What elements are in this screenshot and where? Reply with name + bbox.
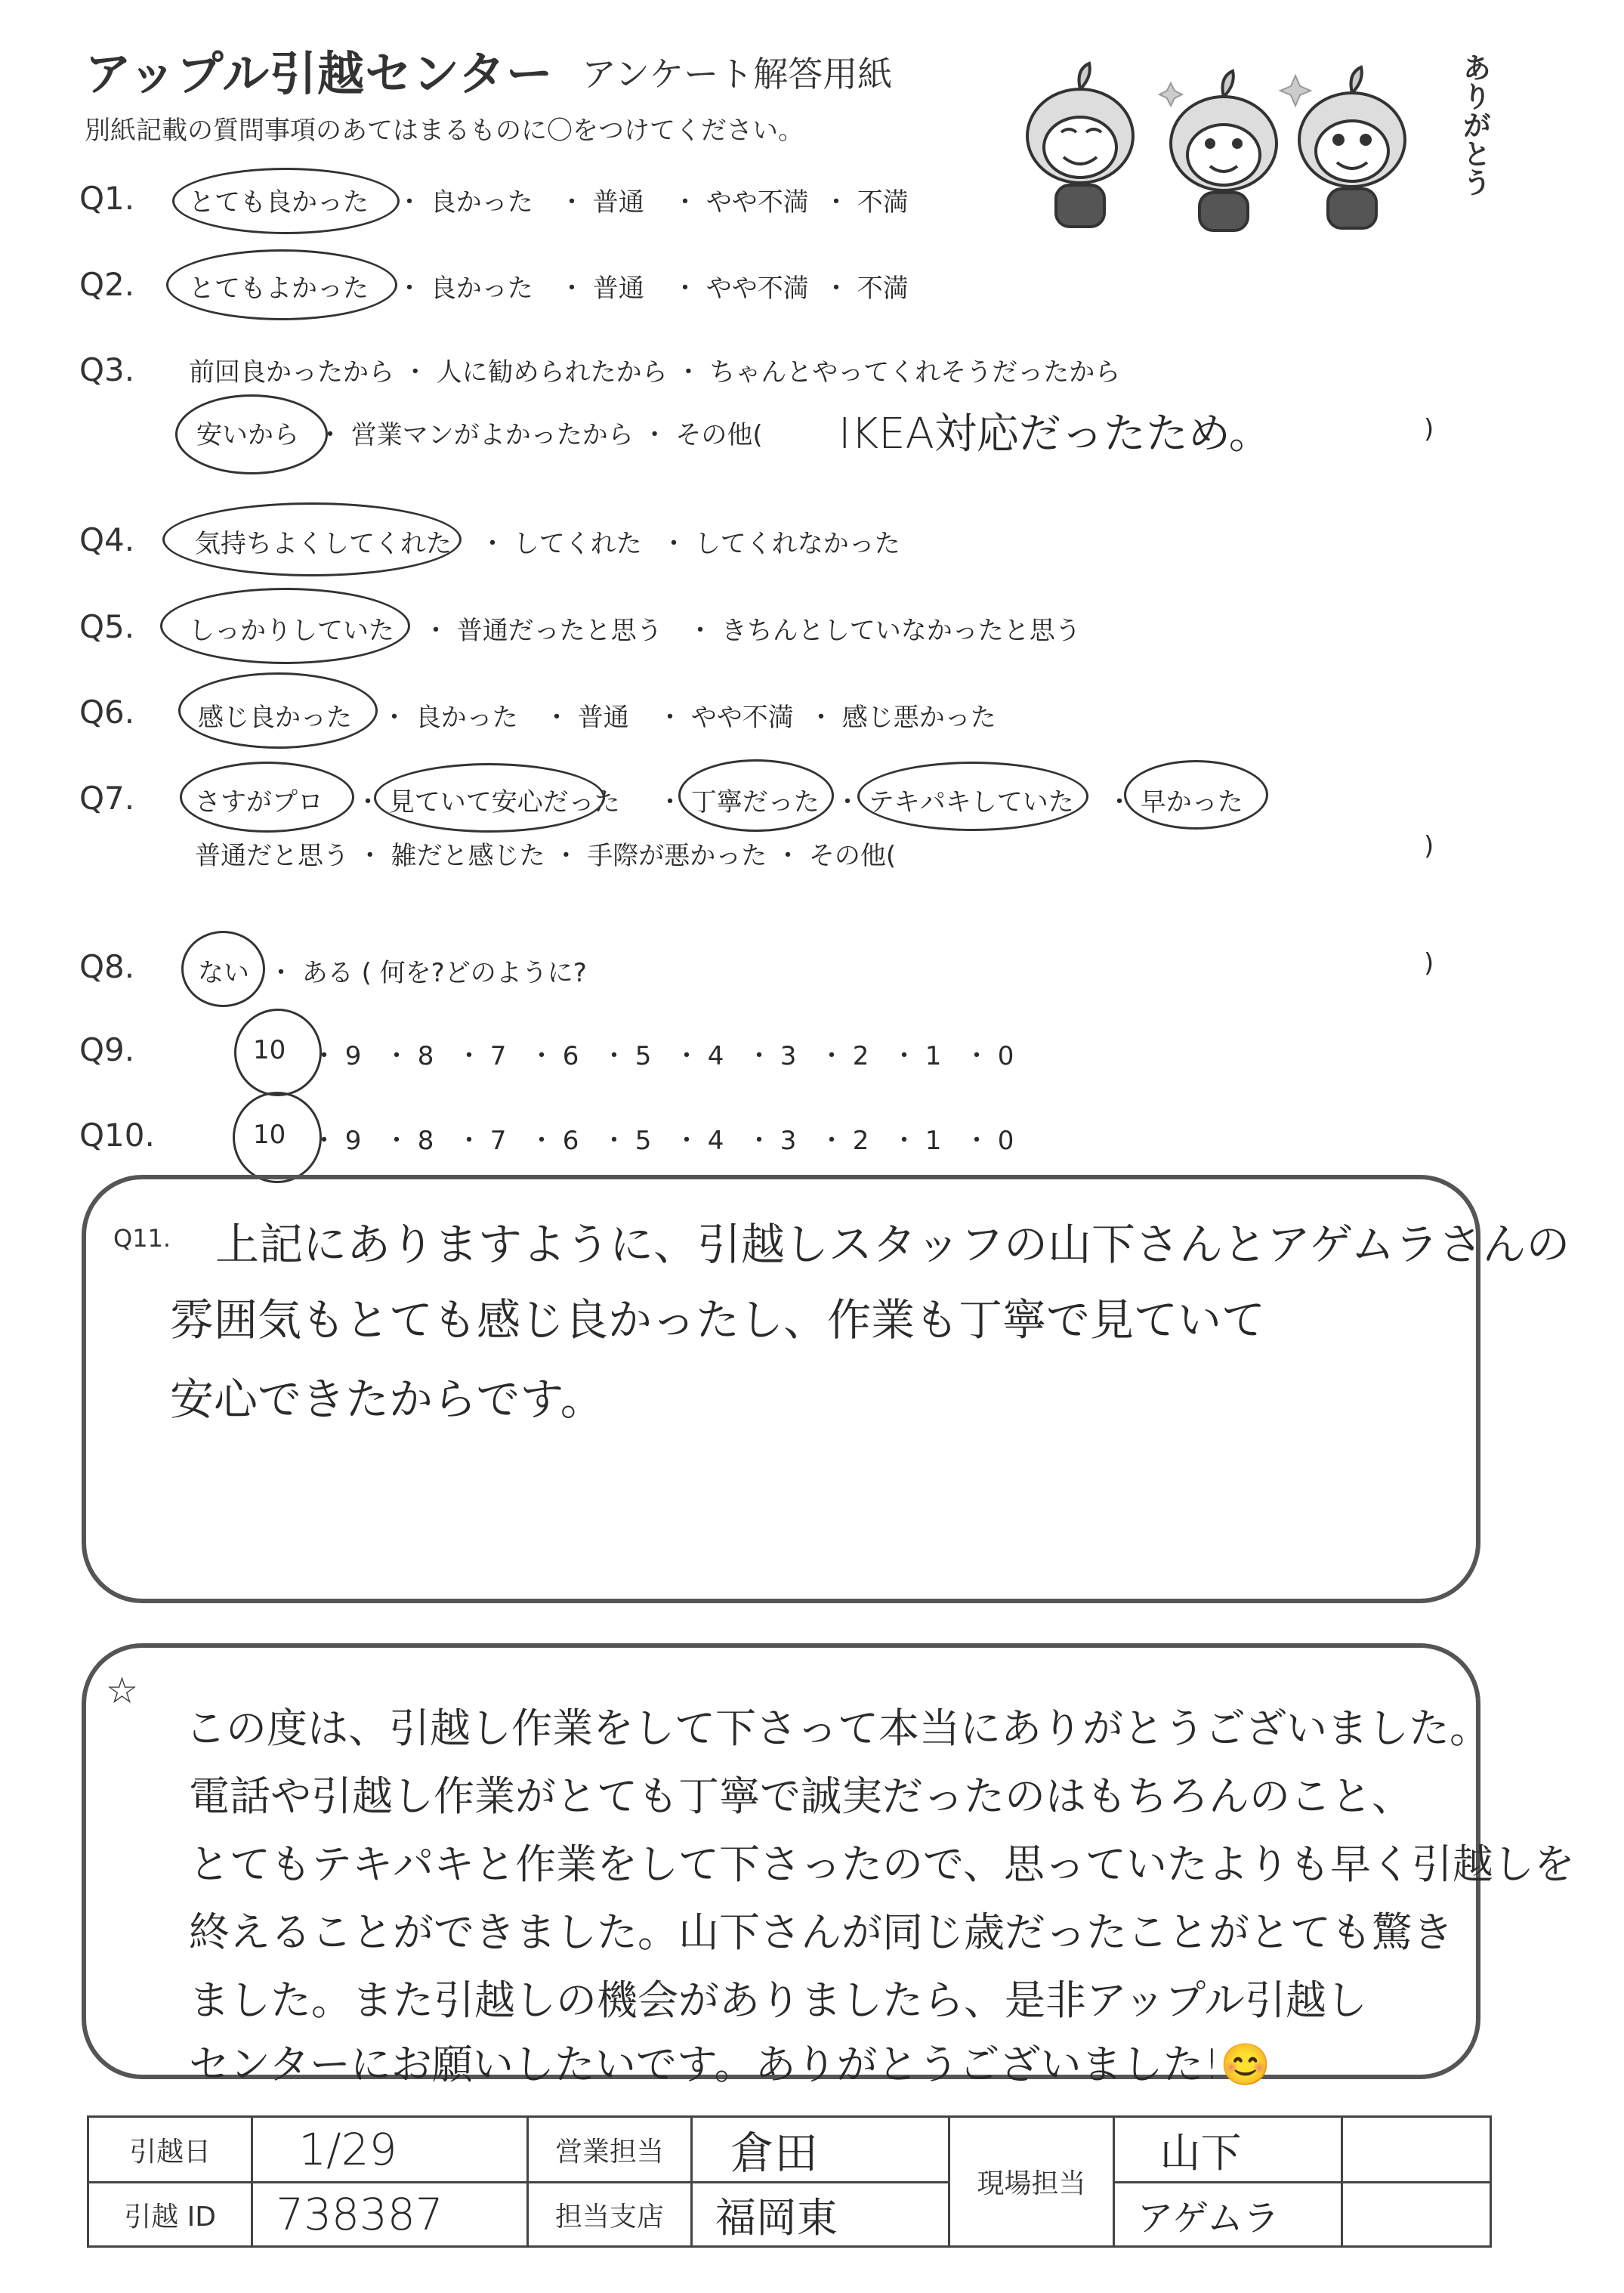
q11-line-3: 安心できたからです。 xyxy=(170,1374,604,1425)
q5-number: Q5. xyxy=(79,608,135,645)
q11-number: Q11. xyxy=(113,1224,171,1253)
q3-number: Q3. xyxy=(79,351,135,388)
sales-value[interactable]: 倉田 xyxy=(691,2117,949,2183)
q4-number: Q4. xyxy=(79,521,135,558)
q10-score-7[interactable]: ・ 7 xyxy=(456,1126,507,1156)
q4-option-very-pleasant[interactable]: 気持ちよくしてくれた xyxy=(195,529,452,559)
q10-score-2[interactable]: ・ 2 xyxy=(819,1126,869,1156)
q6-option-slightly-dissatisfied[interactable]: ・ やや不満 xyxy=(657,703,794,733)
q10-score-0[interactable]: ・ 0 xyxy=(964,1126,1014,1156)
field-staff-1[interactable]: 山下 xyxy=(1113,2117,1342,2183)
q9-score-7[interactable]: ・ 7 xyxy=(456,1041,507,1071)
q7-options-line2[interactable]: 普通だと思う ・ 雑だと感じた ・ 手際が悪かった ・ その他( xyxy=(195,841,897,871)
q6-option-unpleasant[interactable]: ・ 感じ悪かった xyxy=(808,703,996,733)
q9-score-8[interactable]: ・ 8 xyxy=(384,1041,434,1071)
q2-option-slightly-dissatisfied[interactable]: ・ やや不満 xyxy=(672,273,809,304)
q1-number: Q1. xyxy=(79,180,135,217)
q1-option-very-good[interactable]: とても良かった xyxy=(189,187,369,218)
mascot-illustration xyxy=(997,45,1450,242)
field-staff-2[interactable]: アゲムラ xyxy=(1113,2183,1342,2247)
q2-option-normal[interactable]: ・ 普通 xyxy=(559,273,644,304)
q8-option-none[interactable]: ない xyxy=(198,958,249,988)
comment-line-4: 終えることができました。山下さんが同じ歳だったことがとても驚き xyxy=(189,1908,1453,1956)
q10-number: Q10. xyxy=(79,1117,155,1154)
instruction-text: 別紙記載の質問事項のあてはまるものに〇をつけてください。 xyxy=(85,116,804,146)
q10-score-5[interactable]: ・ 5 xyxy=(601,1126,652,1156)
info-table xyxy=(87,2115,1492,2248)
q3-options-line2[interactable]: ・ 営業マンがよかったから ・ その他( xyxy=(317,420,763,450)
q8-number: Q8. xyxy=(79,948,135,985)
q3-other-answer: IKEA対応だったため。 xyxy=(838,409,1271,459)
q9-number: Q9. xyxy=(79,1031,135,1068)
move-id-label: 引越 ID xyxy=(88,2183,252,2247)
q1-option-dissatisfied[interactable]: ・ 不満 xyxy=(823,187,909,218)
q3-options-line1[interactable]: 前回良かったから ・ 人に勧められたから ・ ちゃんとやってくれそうだったから xyxy=(189,357,1121,388)
q1-option-normal[interactable]: ・ 普通 xyxy=(559,187,644,218)
q2-option-good[interactable]: ・ 良かった xyxy=(397,273,533,304)
comment-line-6: センターにお願いしたいです。ありがとうございました!😊 xyxy=(189,2041,1271,2088)
q9-score-6[interactable]: ・ 6 xyxy=(529,1041,579,1071)
q2-number: Q2. xyxy=(79,266,135,303)
comment-line-1: この度は、引越し作業をして下さって本当にありがとうございました。 xyxy=(185,1704,1490,1752)
field-extra-2[interactable] xyxy=(1342,2183,1491,2247)
q7-option-fast[interactable]: ・ 早かった xyxy=(1107,787,1243,817)
branch-label: 担当支店 xyxy=(527,2183,691,2247)
q7-option-reassuring[interactable]: ・ 見ていて安心だった xyxy=(355,787,620,817)
q3-option-cheap[interactable]: 安いから xyxy=(196,420,299,450)
q5-option-not-proper[interactable]: ・ きちんとしていなかったと思う xyxy=(687,616,1081,646)
q10-score-9[interactable]: ・ 9 xyxy=(311,1126,362,1156)
move-date-label: 引越日 xyxy=(88,2117,252,2183)
comment-line-5: ました。また引越しの機会がありましたら、是非アップル引越し xyxy=(189,1976,1368,2024)
q1-option-slightly-dissatisfied[interactable]: ・ やや不満 xyxy=(672,187,809,218)
q1-option-good[interactable]: ・ 良かった xyxy=(397,187,533,218)
q11-line-1: 上記にありますように、引越しスタッフの山下さんとアゲムラさんの xyxy=(215,1219,1570,1270)
q6-option-good[interactable]: ・ 良かった xyxy=(381,703,518,733)
form-title: アップル引越センター xyxy=(85,46,554,101)
q9-score-10[interactable]: 10 xyxy=(253,1035,286,1065)
q8-option-some[interactable]: ・ ある ( 何を?どのように? xyxy=(268,958,587,988)
q8-close-paren: ) xyxy=(1424,948,1434,978)
star-icon: ☆ xyxy=(106,1670,139,1712)
q7-option-professional[interactable]: さすがプロ xyxy=(195,787,323,817)
q9-score-5[interactable]: ・ 5 xyxy=(601,1041,652,1071)
field-extra-1[interactable] xyxy=(1342,2117,1491,2183)
q2-option-dissatisfied[interactable]: ・ 不満 xyxy=(823,273,909,304)
q10-score-3[interactable]: ・ 3 xyxy=(746,1126,797,1156)
field-label: 現場担当 xyxy=(949,2117,1113,2247)
q10-score-4[interactable]: ・ 4 xyxy=(674,1126,724,1156)
q9-score-4[interactable]: ・ 4 xyxy=(674,1041,724,1071)
q11-line-2: 雰囲気もとても感じ良かったし、作業も丁寧で見ていて xyxy=(170,1294,1266,1346)
q6-option-normal[interactable]: ・ 普通 xyxy=(544,703,629,733)
q9-score-0[interactable]: ・ 0 xyxy=(964,1041,1014,1071)
q4-option-did-not[interactable]: ・ してくれなかった xyxy=(661,529,900,559)
branch-value[interactable]: 福岡東 xyxy=(691,2183,949,2247)
q7-option-efficient[interactable]: ・ テキパキしていた xyxy=(835,787,1074,817)
q9-score-1[interactable]: ・ 1 xyxy=(891,1041,942,1071)
q6-number: Q6. xyxy=(79,694,135,731)
q7-close-paren: ) xyxy=(1424,831,1434,861)
move-date-value[interactable]: 1/29 xyxy=(252,2117,528,2183)
q9-score-3[interactable]: ・ 3 xyxy=(746,1041,797,1071)
q5-option-solid[interactable]: しっかりしていた xyxy=(189,616,394,646)
mascot-caption: ありがとう xyxy=(1458,53,1491,196)
comment-line-3: とてもテキパキと作業をして下さったので、思っていたよりも早く引越しを xyxy=(189,1840,1575,1888)
q10-score-6[interactable]: ・ 6 xyxy=(529,1126,579,1156)
sales-label: 営業担当 xyxy=(527,2117,691,2183)
q10-score-1[interactable]: ・ 1 xyxy=(891,1126,942,1156)
q9-score-9[interactable]: ・ 9 xyxy=(311,1041,362,1071)
q10-score-10[interactable]: 10 xyxy=(253,1120,286,1150)
form-subtitle: アンケート解答用紙 xyxy=(582,54,893,94)
comment-line-2: 電話や引越し作業がとても丁寧で誠実だったのはもちろんのこと、 xyxy=(189,1772,1413,1820)
q2-option-very-good[interactable]: とてもよかった xyxy=(189,273,369,304)
q6-option-pleasant[interactable]: 感じ良かった xyxy=(198,703,352,733)
q4-option-did[interactable]: ・ してくれた xyxy=(480,529,642,559)
q3-close-paren: ) xyxy=(1424,414,1434,444)
q10-score-8[interactable]: ・ 8 xyxy=(384,1126,434,1156)
move-id-value[interactable]: 738387 xyxy=(252,2183,528,2247)
q7-number: Q7. xyxy=(79,780,135,817)
q9-score-2[interactable]: ・ 2 xyxy=(819,1041,869,1071)
q5-option-normal[interactable]: ・ 普通だったと思う xyxy=(423,616,662,646)
q7-option-polite[interactable]: ・ 丁寧だった xyxy=(657,787,820,817)
